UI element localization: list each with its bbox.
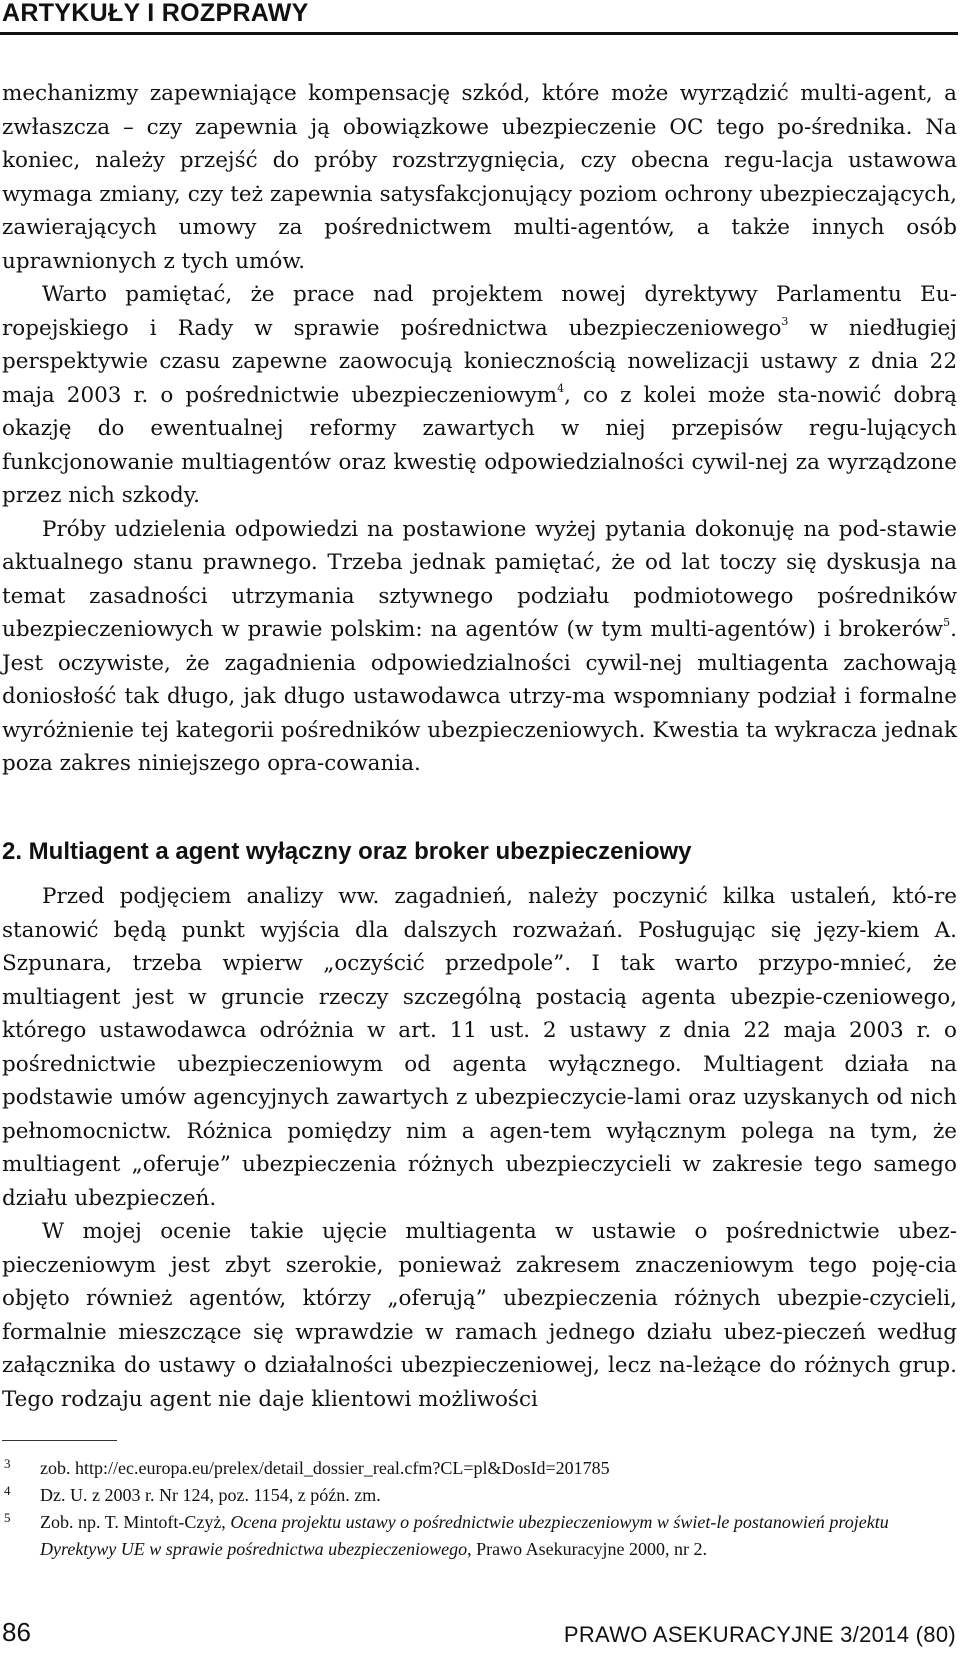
paragraph-3 [2,513,957,781]
section-title: ARTYKUŁY I ROZPRAWY [2,0,309,27]
paragraph-1: mechanizmy zapewniające kompensację szkód, które może wyrządzić multi-agent, a zwłaszcza – czy zapewnia ją obowiązkowe ubezpieczenie OC tego po-średnika. Na koniec, należy przejść do próby rozstrzygnięcia, czy obecna regu-lacja ustawowa wymaga zmiany, czy też zapewnia satysfakcjonujący poziom ochrony ubezpieczających, zawierających umowy za pośrednictwem multi-agentów, a także innych osób uprawnionych z tych umów. [2,81,957,274]
footnotes [2,1455,957,1563]
section-heading: 2. Multiagent a agent wyłączny oraz broker ubezpieczeniowy [2,838,692,865]
body-text-top [2,77,957,781]
paragraph-2 [2,278,957,513]
journal-name: PRAWO ASEKURACYJNE 3/2014 (80) [563,1622,956,1647]
footnote-5 [2,1509,957,1563]
footnote-ref-4[interactable]: 4 [557,381,565,395]
footnote-number: 5 [4,1510,11,1525]
paragraph-4: Przed podjęciem analizy ww. zagadnień, należy poczynić kilka ustaleń, któ-re stanowić będą punkt wyjścia dla dalszych rozważań. Posługując się języ-kiem A. Szpunara, trzeba wpierw „oczyścić przedpole”. I tak warto przypo-mnieć, że multiagent jest w gruncie rzeczy szczególną postacią agenta ubezpie-czeniowego, którego ustawodawca odróżnia w art. 11 ust. 2 ustawy z dnia 22 maja 2003 r. o pośrednictwie ubezpieczeniowym od agenta wyłącznego. Multiagent działa na podstawie umów agencyjnych zawartych z ubezpieczycie-lami oraz uzyskanych od nich pełnomocnictw. Różnica pomiędzy nim a agen-tem wyłącznym polega na tym, że multiagent „oferuje” ubezpieczenia różnych ubezpieczycieli w zakresie tego samego działu ubezpieczeń. [2,884,957,1211]
paragraph-2-part-c: , co z kolei może sta-nowić dobrą okazję do ewentualnej reformy zawartych w niej przepisów regu-lujących funkcjonowanie multiagentów oraz kwestię odpowiedzialności cywil-nej za wyrządzone przez nich szkody. [2,382,957,508]
paragraph-2-part-a: Warto pamiętać, że prace nad projektem nowej dyrektywy Parlamentu Eu-ropejskiego i Rady w sprawie pośrednictwa ubezpieczeniowego [2,282,957,341]
paragraph-5: W mojej ocenie takie ujęcie multiagenta w ustawie o pośrednictwie ubez-pieczeniowym jest zbyt szerokie, ponieważ zakresem znaczeniowym tego poję-cia objęto również agentów, którzy „oferują” ubezpieczenia różnych ubezpie-czycieli, formalnie mieszczące się wprawdzie w ramach jednego działu ubez-pieczeń według załącznika do ustawy o działalności ubezpieczeniowej, lecz na-leżące do różnych grup. Tego rodzaju agent nie daje klientowi możliwości [2,1219,957,1412]
footnote-number: 4 [4,1483,11,1498]
paragraph-2-part-b: w niedługiej perspektywie czasu zapewne zaowocują koniecznością nowelizacji ustawy z dnia 22 maja 2003 r. o pośrednictwie ubezpieczeniowym [2,315,957,408]
footnote-text[interactable]: zob. http://ec.europa.eu/prelex/detail_dossier_real.cfm?CL=pl&DosId=201785 [40,1458,610,1478]
page-number: 86 [2,1617,31,1647]
footnote-text [40,1512,889,1559]
page-header [0,0,958,35]
footnote-5-part-a: Zob. np. T. Mintoft-Czyż, [40,1512,231,1532]
footnote-divider [2,1440,117,1441]
footnote-text: Dz. U. z 2003 r. Nr 124, poz. 1154, z późn. zm. [40,1485,381,1505]
footnote-5-title: Ocena projektu ustawy o pośrednictwie ubezpieczeniowym w świet-le postanowień projektu Dyrektywy UE w sprawie pośrednictwa ubezpieczeniowego [40,1512,889,1559]
paragraph-3-part-b: . Jest oczywiste, że zagadnienia odpowiedzialności cywil-nej multiagenta zachowają doniosłość tak długo, jak długo ustawodawca utrzy-ma wspomniany podział i formalne wyróżnienie tej kategorii pośredników ubezpieczeniowych. Kwestia ta wykracza jednak poza zakres niniejszego opra-cowania. [2,617,957,776]
footnote-number: 3 [4,1456,11,1471]
footnote-ref-5[interactable]: 5 [943,616,951,629]
footnote-3 [2,1455,957,1482]
footnote-4 [2,1482,957,1509]
footnote-ref-3[interactable]: 3 [781,314,789,328]
body-text-bottom [2,880,957,1416]
paragraph-3-part-a: Próby udzielenia odpowiedzi na postawione wyżej pytania dokonuję na pod-stawie aktualnego stanu prawnego. Trzeba jednak pamiętać, że od lat toczy się dyskusja na temat zasadności utrzymania sztywnego podziału podmiotowego pośredników ubezpieczeniowych w prawie polskim: na agentów (w tym multi-agentów) i brokerów [2,516,957,642]
footnote-5-part-b: , Prawo Asekuracyjne 2000, nr 2. [467,1539,708,1559]
